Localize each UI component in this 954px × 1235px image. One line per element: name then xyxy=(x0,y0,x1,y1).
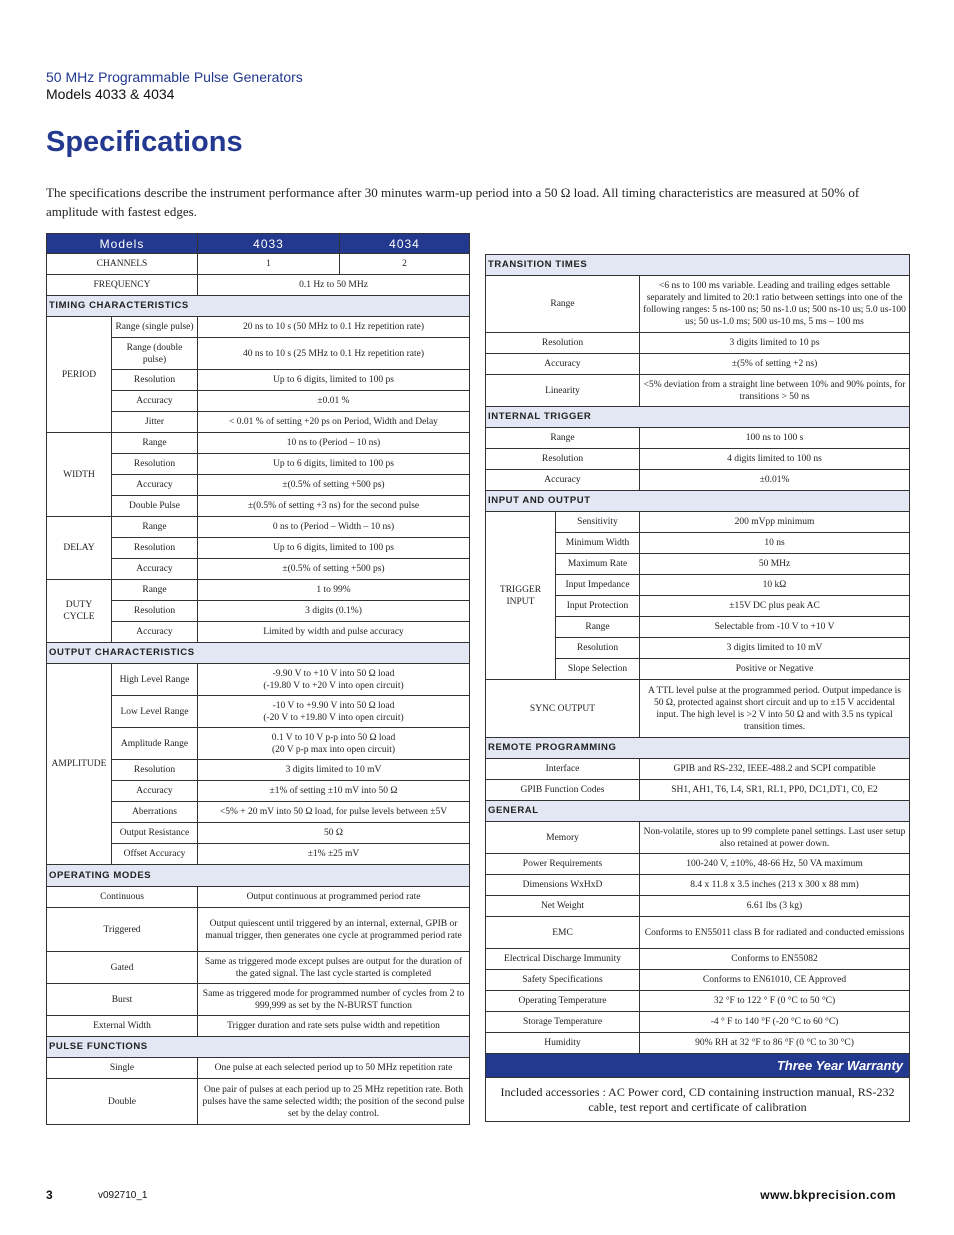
spec-value: Positive or Negative xyxy=(640,659,910,680)
pulse-key: Double xyxy=(47,1079,198,1125)
section-timing: TIMING CHARACTERISTICS xyxy=(47,296,470,317)
spec-value: 4 digits limited to 100 ns xyxy=(640,449,910,470)
document-version: v092710_1 xyxy=(98,1190,148,1201)
spec-key: Safety Specifications xyxy=(486,970,640,991)
page-number: 3 xyxy=(46,1188,53,1202)
spec-value-line: (-20 V to +19.80 V into open circuit) xyxy=(263,712,404,723)
spec-key: Accuracy xyxy=(112,559,198,580)
mode-value: Output quiescent until triggered by an internal, external, GPIB or manual trigger, then generates one cycle at programmed period rate xyxy=(198,908,470,952)
spec-value: 8.4 x 11.8 x 3.5 inches (213 x 300 x 88 mm) xyxy=(640,875,910,896)
spec-key: Resolution xyxy=(486,449,640,470)
spec-key: Resolution xyxy=(112,370,198,391)
spec-key: Resolution xyxy=(112,538,198,559)
spec-key: Range (single pulse) xyxy=(112,317,198,338)
pulse-value: One pair of pulses at each period up to 25 MHz repetition rate. Both pulses have the same selected width; the position of the second pulse set by the delay control. xyxy=(198,1079,470,1125)
spec-value: 50 MHz xyxy=(640,554,910,575)
models-subtitle: Models 4033 & 4034 xyxy=(46,86,175,102)
spec-key: Dimensions WxHxD xyxy=(486,875,640,896)
spec-value: 20 ns to 10 s (50 MHz to 0.1 Hz repetition rate) xyxy=(198,317,470,338)
spec-value: Up to 6 digits, limited to 100 ps xyxy=(198,454,470,475)
mode-key: Burst xyxy=(47,984,198,1016)
spec-value: Conforms to EN61010, CE Approved xyxy=(640,970,910,991)
spec-value: ±(0.5% of setting +500 ps) xyxy=(198,559,470,580)
spec-key: Minimum Width xyxy=(556,533,640,554)
spec-value: ±15V DC plus peak AC xyxy=(640,596,910,617)
sync-output-label: SYNC OUTPUT xyxy=(486,680,640,738)
spec-value: 90% RH at 32 °F to 86 °F (0 °C to 30 °C) xyxy=(640,1033,910,1054)
spec-value: 6.61 lbs (3 kg) xyxy=(640,896,910,917)
spec-key: Resolution xyxy=(486,333,640,354)
spec-key: Resolution xyxy=(556,638,640,659)
spec-value: 100 ns to 100 s xyxy=(640,428,910,449)
spec-value: 0 ns to (Period – Width – 10 ns) xyxy=(198,517,470,538)
channels-4034: 2 xyxy=(340,254,470,275)
spec-value: ±1% ±25 mV xyxy=(198,844,470,865)
spec-key: Range xyxy=(486,428,640,449)
spec-key: Output Resistance xyxy=(112,823,198,844)
sync-output-value: A TTL level pulse at the programmed period. Output impedance is 50 Ω, protected against short circuit and up to ±15 V accidental input. The high level is >2 V into 50 Ω and with 3.5 ns typical transition times. xyxy=(640,680,910,738)
website-url: www.bkprecision.com xyxy=(760,1188,896,1202)
spec-key: Linearity xyxy=(486,375,640,407)
model-4033-header: 4033 xyxy=(198,234,340,254)
spec-value xyxy=(198,728,470,760)
mode-value: Same as triggered mode for programmed number of cycles from 2 to 999,999 as set by the N-BURST function xyxy=(198,984,470,1016)
spec-value xyxy=(198,664,470,696)
spec-key: Accuracy xyxy=(112,622,198,643)
spec-value: <6 ns to 100 ms variable. Leading and trailing edges settable separately and limited to 20:1 ratio between settings into one of the following ranges: 5 ns-100 ns; 50 ns-1.0 us; 500 ns-10 us; 5.0 us-100 us; 50 us-1.0 ms; 500 us-10 ms, 5 ms – 100 ms xyxy=(640,276,910,333)
models-header: Models xyxy=(47,234,198,254)
spec-value-line: (-19.80 V to +20 V into open circuit) xyxy=(263,680,404,691)
period-label: PERIOD xyxy=(47,317,112,433)
spec-key: EMC xyxy=(486,917,640,949)
spec-key: Storage Temperature xyxy=(486,1012,640,1033)
spec-value: Conforms to EN55011 class B for radiated and conducted emissions xyxy=(640,917,910,949)
spec-key: Accuracy xyxy=(486,354,640,375)
spec-key: Accuracy xyxy=(486,470,640,491)
spec-key: Input Protection xyxy=(556,596,640,617)
frequency-value: 0.1 Hz to 50 MHz xyxy=(198,275,470,296)
spec-key: GPIB Function Codes xyxy=(486,780,640,801)
spec-value: Conforms to EN55082 xyxy=(640,949,910,970)
trigger-input-label-line: TRIGGER xyxy=(499,584,542,595)
spec-value: 3 digits limited to 10 mV xyxy=(640,638,910,659)
spec-key: Range xyxy=(112,433,198,454)
mode-value: Trigger duration and rate sets pulse width and repetition xyxy=(198,1016,470,1037)
spec-key: Power Requirements xyxy=(486,854,640,875)
trigger-input-label xyxy=(486,512,556,680)
spec-value: Selectable from -10 V to +10 V xyxy=(640,617,910,638)
spec-value: -4 ° F to 140 °F (-20 °C to 60 °C) xyxy=(640,1012,910,1033)
spec-key: Accuracy xyxy=(112,475,198,496)
spec-value: 1 to 99% xyxy=(198,580,470,601)
spec-value: 32 °F to 122 ° F (0 °C to 50 °C) xyxy=(640,991,910,1012)
left-spec-table xyxy=(46,233,470,1125)
right-spec-table xyxy=(485,254,910,1122)
section-general: GENERAL xyxy=(486,801,910,822)
warranty-banner: Three Year Warranty xyxy=(486,1054,910,1078)
spec-value-line: (20 V p-p max into open circuit) xyxy=(271,744,396,755)
spec-value: ±0.01 % xyxy=(198,391,470,412)
spec-key: Resolution xyxy=(112,760,198,781)
spec-key: Range xyxy=(556,617,640,638)
delay-label: DELAY xyxy=(47,517,112,580)
spec-value: 3 digits (0.1%) xyxy=(198,601,470,622)
width-label: WIDTH xyxy=(47,433,112,517)
spec-value: 100-240 V, ±10%, 48-66 Hz, 50 VA maximum xyxy=(640,854,910,875)
spec-value: ±(0.5% of setting +500 ps) xyxy=(198,475,470,496)
section-transition-times: TRANSITION TIMES xyxy=(486,255,910,276)
trigger-input-label-line: INPUT xyxy=(506,596,535,607)
section-internal-trigger: INTERNAL TRIGGER xyxy=(486,407,910,428)
spec-value: Non-volatile, stores up to 99 complete panel settings. Last user setup also retained at power down. xyxy=(640,822,910,854)
section-operating-modes: OPERATING MODES xyxy=(47,865,470,887)
spec-key: Double Pulse xyxy=(112,496,198,517)
spec-key: Net Weight xyxy=(486,896,640,917)
spec-key: Amplitude Range xyxy=(112,728,198,760)
intro-paragraph: The specifications describe the instrument performance after 30 minutes warm-up period into a 50 Ω load. All timing characteristics are measured at 50% of amplitude with fastest edges. xyxy=(46,185,860,219)
spec-key: Input Impedance xyxy=(556,575,640,596)
spec-key: Range (double pulse) xyxy=(112,338,198,370)
spec-key: Memory xyxy=(486,822,640,854)
spec-value: Up to 6 digits, limited to 100 ps xyxy=(198,370,470,391)
duty-cycle-label: DUTY CYCLE xyxy=(47,580,112,643)
pulse-value: One pulse at each selected period up to 50 MHz repetition rate xyxy=(198,1058,470,1079)
section-pulse-functions: PULSE FUNCTIONS xyxy=(47,1037,470,1058)
section-remote-programming: REMOTE PROGRAMMING xyxy=(486,738,910,759)
spec-value-line: -10 V to +9.90 V into 50 Ω load xyxy=(272,700,395,711)
spec-key: Resolution xyxy=(112,601,198,622)
spec-value: ±(5% of setting +2 ns) xyxy=(640,354,910,375)
spec-value: SH1, AH1, T6, L4, SR1, RL1, PP0, DC1,DT1, C0, E2 xyxy=(640,780,910,801)
spec-key: Electrical Discharge Immunity xyxy=(486,949,640,970)
mode-value: Same as triggered mode except pulses are output for the duration of the gated signal. The last cycle started is completed xyxy=(198,952,470,984)
series-title: 50 MHz Programmable Pulse Generators xyxy=(46,69,303,85)
model-4034-header: 4034 xyxy=(340,234,470,254)
page-title: Specifications xyxy=(46,126,243,158)
spec-value-line: 0.1 V to 10 V p-p into 50 Ω load xyxy=(271,732,396,743)
section-output: OUTPUT CHARACTERISTICS xyxy=(47,643,470,664)
spec-key: Operating Temperature xyxy=(486,991,640,1012)
spec-value: Up to 6 digits, limited to 100 ps xyxy=(198,538,470,559)
pulse-key: Single xyxy=(47,1058,198,1079)
mode-key: Continuous xyxy=(47,887,198,908)
spec-key: Range xyxy=(112,517,198,538)
spec-key: Aberrations xyxy=(112,802,198,823)
mode-key: Gated xyxy=(47,952,198,984)
spec-value: <5% + 20 mV into 50 Ω load, for pulse levels between ±5V xyxy=(198,802,470,823)
spec-value xyxy=(198,696,470,728)
spec-key: High Level Range xyxy=(112,664,198,696)
spec-value: 10 ns xyxy=(640,533,910,554)
mode-key: External Width xyxy=(47,1016,198,1037)
spec-value: 10 kΩ xyxy=(640,575,910,596)
spec-value: Limited by width and pulse accuracy xyxy=(198,622,470,643)
spec-key: Accuracy xyxy=(112,391,198,412)
spec-key: Sensitivity xyxy=(556,512,640,533)
spec-key: Accuracy xyxy=(112,781,198,802)
frequency-label: FREQUENCY xyxy=(47,275,198,296)
section-input-output: INPUT AND OUTPUT xyxy=(486,491,910,512)
amplitude-label: AMPLITUDE xyxy=(47,664,112,865)
spec-value: 200 mVpp minimum xyxy=(640,512,910,533)
mode-value: Output continuous at programmed period rate xyxy=(198,887,470,908)
channels-4033: 1 xyxy=(198,254,340,275)
spec-key: Range xyxy=(112,580,198,601)
spec-value: 10 ns to (Period – 10 ns) xyxy=(198,433,470,454)
spec-value: 3 digits limited to 10 ps xyxy=(640,333,910,354)
channels-label: CHANNELS xyxy=(47,254,198,275)
spec-value: < 0.01 % of setting +20 ps on Period, Width and Delay xyxy=(198,412,470,433)
spec-key: Interface xyxy=(486,759,640,780)
spec-value: ±0.01% xyxy=(640,470,910,491)
spec-value: 50 Ω xyxy=(198,823,470,844)
spec-value: 40 ns to 10 s (25 MHz to 0.1 Hz repetition rate) xyxy=(198,338,470,370)
spec-key: Jitter xyxy=(112,412,198,433)
spec-key: Low Level Range xyxy=(112,696,198,728)
spec-value: 3 digits limited to 10 mV xyxy=(198,760,470,781)
spec-value: ±1% of setting ±10 mV into 50 Ω xyxy=(198,781,470,802)
spec-value-line: -9.90 V to +10 V into 50 Ω load xyxy=(272,668,395,679)
spec-key: Range xyxy=(486,276,640,333)
spec-key: Maximum Rate xyxy=(556,554,640,575)
spec-key: Humidity xyxy=(486,1033,640,1054)
spec-value: ±(0.5% of setting +3 ns) for the second pulse xyxy=(198,496,470,517)
spec-value: <5% deviation from a straight line between 10% and 90% points, for transitions > 50 ns xyxy=(640,375,910,407)
spec-key: Resolution xyxy=(112,454,198,475)
spec-key: Slope Selection xyxy=(556,659,640,680)
included-accessories: Included accessories : AC Power cord, CD containing instruction manual, RS-232 cable, test report and certificate of calibration xyxy=(486,1078,910,1122)
spec-key: Offset Accuracy xyxy=(112,844,198,865)
spec-value: GPIB and RS-232, IEEE-488.2 and SCPI compatible xyxy=(640,759,910,780)
mode-key: Triggered xyxy=(47,908,198,952)
